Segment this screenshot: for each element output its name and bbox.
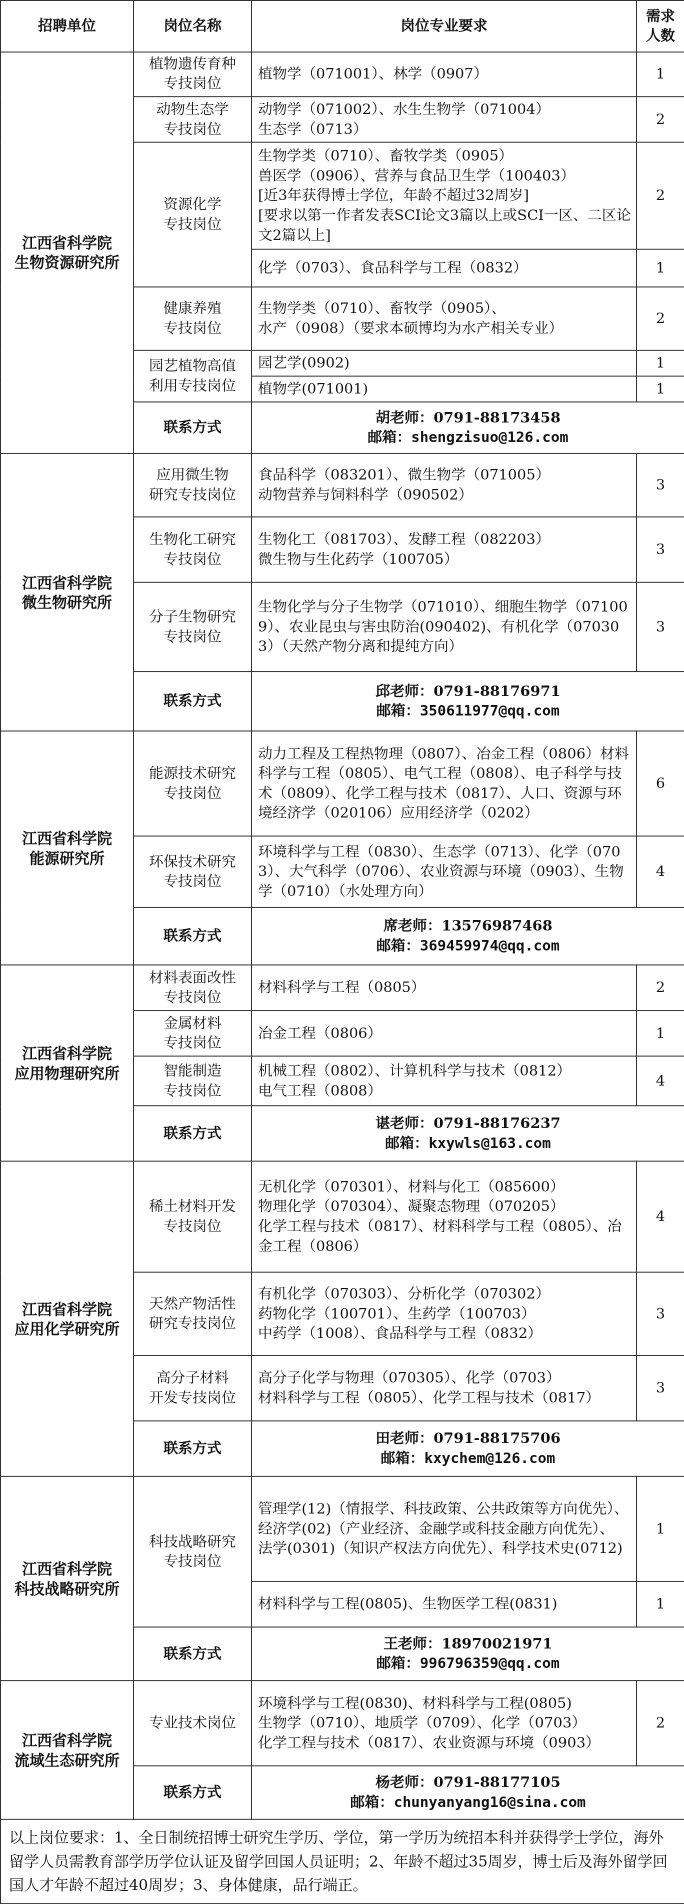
contact-person: 席老师：13576987468	[383, 917, 553, 935]
headcount: 4	[637, 1161, 684, 1272]
recruiting-unit	[1, 1476, 134, 1680]
position-requirement	[252, 376, 637, 402]
headcount: 1	[637, 249, 684, 287]
position-name	[134, 582, 252, 671]
position-name	[134, 965, 252, 1011]
requirement-line: 高分子化学与物理（070305）、化学（0703）	[258, 1370, 561, 1387]
headcount: 1	[637, 350, 684, 376]
position-name-line: 专技岗位	[163, 551, 222, 568]
headcount: 2	[637, 1681, 684, 1766]
headcount: 1	[637, 376, 684, 402]
position-name-line: 智能制造	[163, 1063, 222, 1079]
position-name-line: 能源技术研究	[149, 765, 236, 782]
header-unit: 招聘单位	[1, 0, 134, 52]
requirement-line: 生物学类（0710）、畜牧学类（0905）	[258, 148, 514, 165]
recruiting-unit-line: 江西省科学院	[21, 1044, 112, 1063]
position-name-line: 专业技术岗位	[149, 1715, 236, 1732]
table-body	[1, 52, 684, 1819]
position-requirement	[252, 1272, 637, 1355]
position-name	[134, 1011, 252, 1057]
requirement-line: 生物化学与分子生物学（071010）、细胞生物学（071009）、农业昆虫与害虫防治(090402)、有机化学（070303）（天然产物分离和提纯方向）	[258, 599, 628, 655]
position-name	[134, 52, 252, 97]
contact-email: 邮箱：shengzisuo@126.com	[367, 429, 569, 446]
recruiting-unit	[1, 1681, 134, 1820]
recruiting-unit-line: 科技战略研究所	[14, 1579, 120, 1598]
recruiting-unit	[1, 52, 134, 453]
requirement-line: [要求以第一作者发表SCI论文3篇以上或SCI一区、二区论文2篇以上]	[258, 207, 631, 244]
position-name-line: 专技岗位	[163, 320, 222, 337]
position-name	[134, 517, 252, 582]
contact-info	[252, 1766, 684, 1820]
headcount: 3	[637, 453, 684, 516]
requirement-line: 中药学（1008）、食品科学与工程（0832）	[258, 1325, 543, 1342]
position-requirement	[252, 582, 637, 671]
position-requirement	[252, 1011, 637, 1057]
position-requirement	[252, 97, 637, 143]
position-name-line: 专技岗位	[163, 989, 222, 1006]
position-name	[134, 731, 252, 836]
contact-info	[252, 672, 684, 731]
requirement-line: 机械工程（0802）、计算机科学与技术（0812）	[258, 1063, 572, 1079]
position-name-line: 研究专技岗位	[149, 487, 236, 504]
position-name	[134, 836, 252, 907]
requirement-line: 生物化工（081703）、发酵工程（082203）	[258, 531, 550, 548]
position-name-line: 环保技术研究	[149, 853, 236, 870]
recruiting-unit-line: 江西省科学院	[21, 233, 112, 252]
recruiting-unit-line: 江西省科学院	[21, 1731, 112, 1749]
position-name-line: 分子生物研究	[149, 609, 236, 625]
position-requirement	[252, 731, 637, 836]
position-requirement	[252, 1476, 637, 1581]
position-requirement	[252, 1355, 637, 1420]
position-name-line: 稀土材料开发	[149, 1198, 236, 1215]
contact-person: 杨老师：0791-88177105	[375, 1773, 561, 1791]
footer-note: 以上岗位要求：1、全日制统招博士研究生学历、学位，第一学历为统招本科并获得学士学位，海外留学人员需教育部学历学位认证及留学回国人员证明；2、年龄不超过35周岁，博士后及海外留学回国人才年龄不超过40周岁；3、身体健康，品行端正。	[1, 1819, 684, 1903]
contact-person: 谌老师：0791-88176237	[375, 1114, 561, 1132]
recruiting-unit-line: 能源研究所	[29, 848, 105, 867]
requirement-line: 环境科学与工程（0830）、生态学（0713）、化学（0703）、大气科学（0706）、农业资源与环境（0903）、生物学（0710）（水处理方向）	[258, 844, 624, 900]
header-count	[637, 0, 684, 52]
position-requirement	[252, 350, 637, 376]
headcount: 3	[637, 582, 684, 671]
header-position: 岗位名称	[134, 0, 252, 52]
position-name	[134, 287, 252, 350]
contact-info	[252, 1627, 684, 1681]
position-name-line: 植物遗传育种	[149, 56, 236, 73]
position-requirement	[252, 1681, 637, 1766]
position-name	[134, 1272, 252, 1355]
table-row	[1, 1681, 684, 1766]
position-requirement	[252, 836, 637, 907]
requirement-line: 化学（0703）、食品科学与工程（0832）	[258, 260, 528, 277]
contact-person: 胡老师：0791-88173458	[375, 408, 561, 426]
requirement-line: 化学工程与技术（0817）、农业资源与环境（0903）	[258, 1735, 601, 1751]
requirement-line: 有机化学（070303）、分析化学（070302）	[258, 1286, 550, 1302]
position-requirement	[252, 965, 637, 1011]
table-row	[1, 965, 684, 1011]
requirement-line: 管理学(12)（情报学、科技政策、公共政策等方向优先）、经济学(02)（产业经济、金融学或科技金融方向优先）、 法学(0301)（知识产权法方向优先）、科学技术史(0712)	[258, 1501, 629, 1557]
contact-info	[252, 907, 684, 964]
headcount: 1	[637, 52, 684, 97]
requirement-line: 食品科学（083201）、微生物学（071005）	[258, 467, 550, 484]
headcount: 3	[637, 517, 684, 582]
contact-person: 王老师：18970021971	[383, 1634, 553, 1652]
position-name-line: 天然产物活性	[149, 1295, 236, 1312]
headcount: 1	[637, 1476, 684, 1581]
recruiting-unit-line: 应用化学研究所	[14, 1319, 120, 1338]
requirement-line: 动物学（071002）、水生生物学（071004）	[258, 101, 550, 118]
header-count-line: 人数	[646, 27, 675, 45]
headcount: 4	[637, 836, 684, 907]
position-name	[134, 1355, 252, 1420]
position-name-line: 专技岗位	[163, 1082, 222, 1099]
headcount: 2	[637, 965, 684, 1011]
position-name-line: 专技岗位	[163, 1218, 222, 1235]
contact-person: 邱老师：0791-88176971	[375, 682, 561, 700]
position-requirement	[252, 1161, 637, 1272]
requirement-line: 无机化学（070301）、材料与化工（085600）	[258, 1179, 565, 1195]
position-name	[134, 453, 252, 516]
position-name-line: 研究专技岗位	[149, 1315, 236, 1332]
position-name-line: 高分子材料	[156, 1370, 229, 1387]
position-requirement	[252, 52, 637, 97]
requirement-line: 园艺学(0902)	[258, 355, 350, 372]
requirement-line: 物理化学（070304）、凝聚态物理（070205）	[258, 1198, 565, 1215]
position-requirement	[252, 142, 637, 249]
position-name	[134, 97, 252, 143]
contact-info	[252, 1421, 684, 1477]
position-name-line: 材料表面改性	[149, 969, 236, 986]
recruiting-unit	[1, 731, 134, 965]
contact-email: 邮箱：369459974@qq.com	[376, 938, 560, 955]
position-requirement	[252, 453, 637, 516]
position-requirement	[252, 517, 637, 582]
position-name-line: 专技岗位	[163, 121, 222, 138]
requirement-line: 冶金工程（0806）	[258, 1025, 382, 1042]
table-row	[1, 1476, 684, 1581]
requirement-line: 药物化学（100701）、生药学（100703）	[258, 1305, 536, 1322]
header-requirement: 岗位专业要求	[252, 0, 637, 52]
requirement-line: 电气工程（0808）	[258, 1082, 382, 1099]
headcount: 4	[637, 1056, 684, 1106]
requirement-line: 生物学（0710）、地质学（0709）、化学（0703）	[258, 1715, 587, 1732]
position-name-line: 科技战略研究	[149, 1533, 236, 1550]
requirement-line: 微生物与生化药学（100705）	[258, 551, 459, 568]
requirement-line: 材料科学与工程（0805）	[258, 979, 426, 996]
recruiting-unit	[1, 965, 134, 1161]
contact-email: 邮箱：350611977@qq.com	[376, 703, 560, 720]
position-requirement	[252, 249, 637, 287]
position-name-line: 专技岗位	[163, 76, 222, 93]
position-requirement	[252, 1581, 637, 1627]
table-row	[1, 731, 684, 836]
position-name-line: 专技岗位	[163, 873, 222, 890]
contact-email: 邮箱：kxychem@126.com	[380, 1450, 556, 1467]
headcount: 6	[637, 731, 684, 836]
position-name	[134, 1056, 252, 1106]
contact-info	[252, 1106, 684, 1162]
recruiting-unit-line: 流域生态研究所	[14, 1750, 120, 1769]
position-name-line: 金属材料	[163, 1015, 222, 1032]
contact-email: 邮箱：chunyanyang16@sina.com	[350, 1794, 586, 1811]
requirement-line: 动物营养与饲料科学（090502）	[258, 487, 473, 504]
recruiting-unit-line: 微生物研究所	[21, 593, 112, 612]
headcount: 3	[637, 1355, 684, 1420]
requirement-line: 材料科学与工程（0805）、化学工程与技术（0817）	[258, 1390, 601, 1407]
position-name	[134, 1161, 252, 1272]
requirement-line: [近3年获得博士学位，年龄不超过32周岁]	[258, 187, 529, 204]
position-name	[134, 142, 252, 287]
contact-person: 田老师：0791-88175706	[375, 1429, 561, 1447]
contact-label: 联系方式	[134, 672, 252, 731]
headcount: 2	[637, 142, 684, 249]
position-name	[134, 350, 252, 402]
requirement-line: 植物学（071001）、林学（0907）	[258, 66, 489, 83]
table-row	[1, 1161, 684, 1272]
requirement-line: 化学工程与技术（0817）、材料科学与工程（0805）、冶金工程（0806）	[258, 1218, 622, 1255]
requirement-line: 动力工程及工程热物理（0807）、冶金工程（0806）材料科学与工程（0805）、电气工程（0808）、电子科学与技术（0809）、化学工程与技术（0817）、人口、资源与环境经济学（020106）应用经济学（0202）	[258, 745, 630, 822]
contact-email: 邮箱：kxywls@163.com	[385, 1135, 551, 1152]
requirement-line: 兽医学（0906）、营养与食品卫生学（100403）	[258, 168, 576, 184]
position-requirement	[252, 287, 637, 350]
requirement-line: 生态学（0713）	[258, 121, 368, 138]
position-name	[134, 1681, 252, 1766]
headcount: 2	[637, 97, 684, 143]
headcount: 1	[637, 1011, 684, 1057]
position-name-line: 生物化工研究	[149, 531, 236, 548]
position-name-line: 专技岗位	[163, 1035, 222, 1052]
position-name-line: 园艺植物高值	[149, 358, 236, 375]
position-name-line: 专技岗位	[163, 628, 222, 645]
position-name-line: 资源化学	[163, 196, 222, 213]
headcount: 2	[637, 287, 684, 350]
header-count-line: 需求	[646, 7, 675, 25]
table-header-row	[1, 0, 684, 52]
recruiting-unit-line: 应用物理研究所	[14, 1064, 120, 1082]
contact-label: 联系方式	[134, 907, 252, 964]
headcount: 1	[637, 1581, 684, 1627]
position-name-line: 专技岗位	[163, 216, 222, 233]
footer-row	[1, 1819, 684, 1903]
contact-label: 联系方式	[134, 1106, 252, 1162]
position-name-line: 开发专技岗位	[149, 1390, 236, 1407]
contact-label: 联系方式	[134, 402, 252, 454]
requirement-line: 环境科学与工程(0830)、材料科学与工程(0805)	[258, 1695, 572, 1712]
position-name	[134, 1476, 252, 1627]
recruiting-unit-line: 江西省科学院	[21, 1299, 112, 1318]
contact-email: 邮箱：996796359@qq.com	[376, 1655, 560, 1672]
contact-label: 联系方式	[134, 1421, 252, 1477]
requirement-line: 生物学类（0710）、畜牧学（0905）、	[258, 300, 506, 317]
contact-label: 联系方式	[134, 1627, 252, 1681]
position-name-line: 健康养殖	[163, 300, 222, 317]
recruiting-unit	[1, 1161, 134, 1476]
table-row	[1, 52, 684, 97]
position-requirement	[252, 1056, 637, 1106]
recruiting-unit-line: 江西省科学院	[21, 573, 112, 592]
position-name-line: 利用专技岗位	[149, 378, 236, 395]
position-name-line: 应用微生物	[156, 467, 229, 484]
headcount: 3	[637, 1272, 684, 1355]
requirement-line: 水产（0908）（要求本硕博均为水产相关专业）	[258, 320, 564, 337]
requirement-line: 材料科学与工程(0805)、生物医学工程(0831)	[258, 1596, 558, 1613]
position-name-line: 专技岗位	[163, 785, 222, 802]
recruiting-unit-line: 江西省科学院	[21, 829, 112, 847]
recruiting-unit-line: 生物资源研究所	[14, 253, 120, 272]
recruiting-unit	[1, 453, 134, 731]
requirement-line: 植物学(071001)	[258, 381, 369, 397]
recruiting-unit-line: 江西省科学院	[21, 1559, 112, 1578]
table-row	[1, 453, 684, 516]
contact-label: 联系方式	[134, 1766, 252, 1820]
position-name-line: 动物生态学	[156, 101, 229, 118]
position-name-line: 专技岗位	[163, 1553, 222, 1570]
contact-info	[252, 402, 684, 454]
